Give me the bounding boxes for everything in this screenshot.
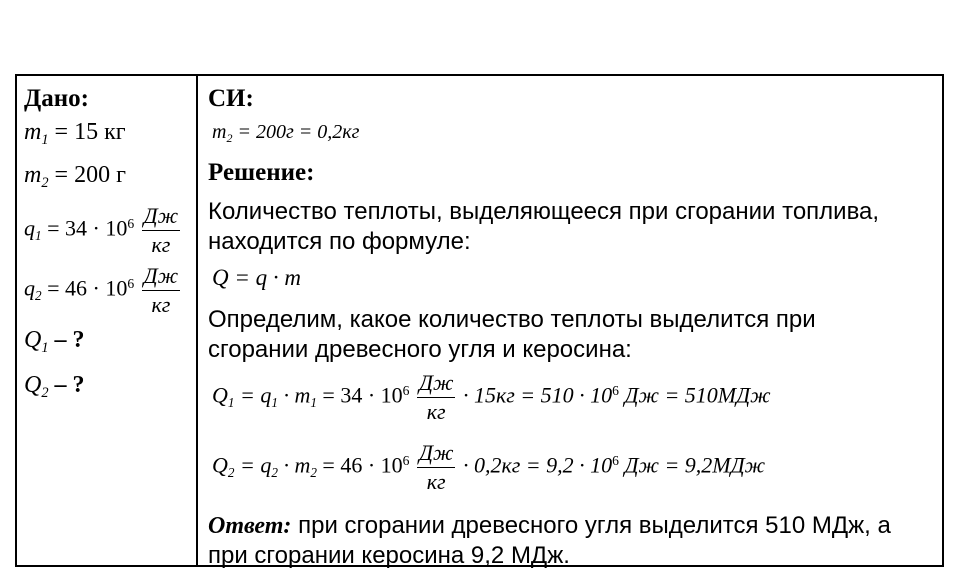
given-header: Дано:: [24, 85, 89, 112]
column-divider: [196, 74, 198, 567]
solution-text-line1: Количество теплоты, выделяющееся при сгорании топлива,: [208, 198, 880, 225]
given-Q1-unknown: $Q_1$ – ?: [24, 327, 85, 357]
si-header: СИ:: [208, 85, 254, 112]
general-formula: Q = q · m: [212, 265, 301, 290]
answer-label: Ответ:: [208, 513, 292, 539]
equation-Q2-unit: $\frac{Дж}{кг}$: [418, 440, 454, 494]
answer-line1: Ответ: при сгорании древесного угля выделится 510 МДж, а: [208, 512, 891, 539]
answer-line2: при сгорании керосина 9,2 МДж.: [208, 542, 570, 569]
given-q1: $q_1 = 34 \cdot 10^6$ $\frac{Дж}{кг}$: [24, 203, 179, 257]
equation-Q1: $Q_1 = q_1 \cdot m_1 = 34 \cdot 10^6$ $\frac{Дж}{кг}$ · $15кг = 510 \cdot 10^6$ Дж = 510МДж: [212, 370, 771, 424]
solution-text-line4: сгорании древесного угля и керосина:: [208, 336, 632, 363]
given-q1-unit: $\frac{Дж}{кг}$: [143, 203, 179, 257]
solution-header: Решение:: [208, 159, 315, 186]
given-q2-unit: $\frac{Дж}{кг}$: [143, 263, 179, 317]
equation-Q2: $Q_2 = q_2 \cdot m_2 = 46 \cdot 10^6$ $\frac{Дж}{кг}$ · $0,2кг = 9,2 \cdot 10^6$ Дж = 9,2МДж: [212, 440, 766, 494]
given-q2: $q_2 = 46 \cdot 10^6$ $\frac{Дж}{кг}$: [24, 263, 179, 317]
equation-Q1-unit: $\frac{Дж}{кг}$: [418, 370, 454, 424]
given-m1: $m_1 = 15$ кг: [24, 119, 126, 149]
solution-text-line2: находится по формуле:: [208, 228, 471, 255]
given-Q2-unknown: $Q_2$ – ?: [24, 372, 85, 402]
si-conversion: $m_2 = 200г = 0,2кг$: [212, 121, 360, 146]
given-m2: $m_2 = 200$ г: [24, 162, 126, 192]
solution-text-line3: Определим, какое количество теплоты выделится при: [208, 306, 816, 333]
